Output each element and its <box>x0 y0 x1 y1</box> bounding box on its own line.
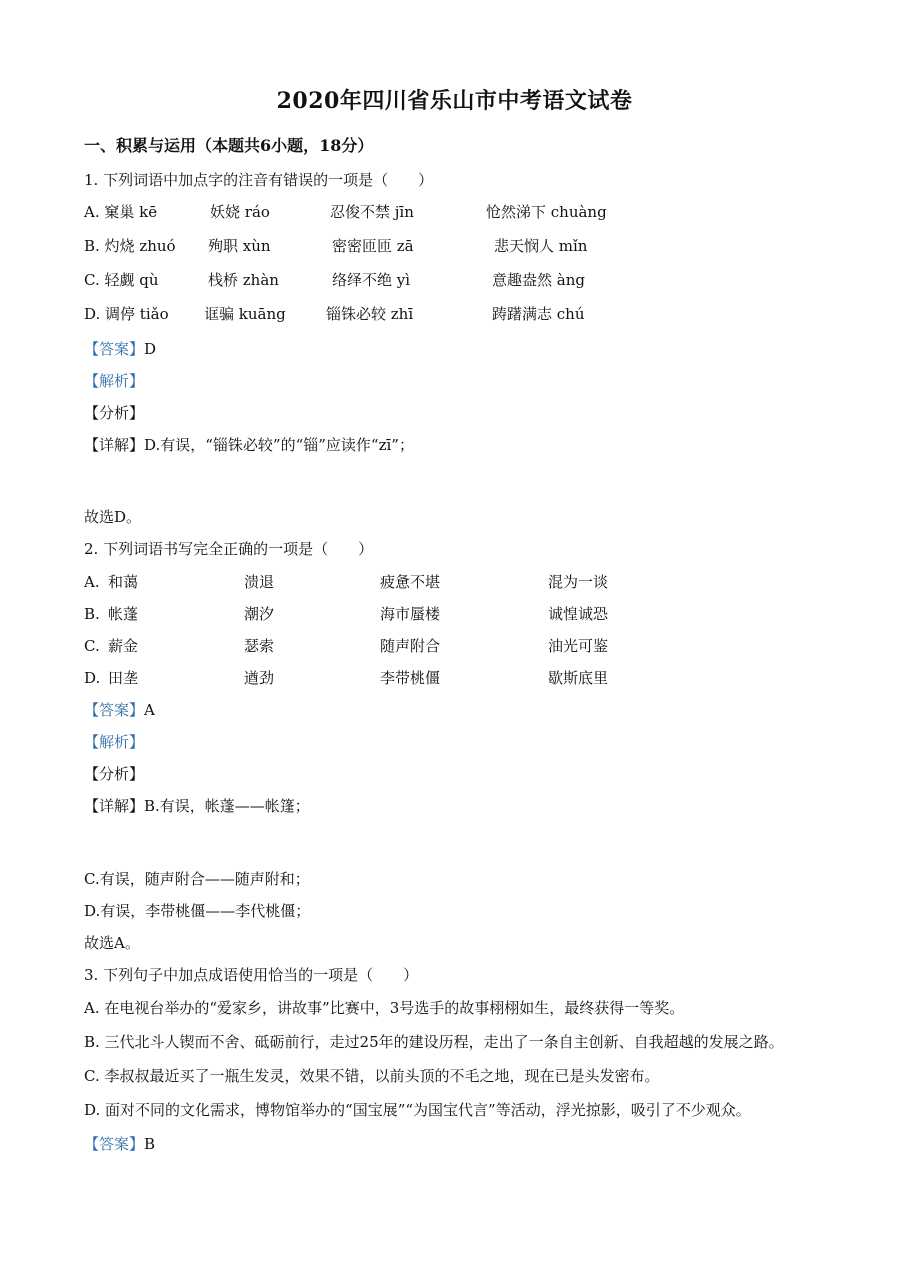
q3-option-c: C. 李叔叔最近买了一瓶生发灵，效果不错，以前头顶的不毛之地，现在已是头发密布。 <box>84 1067 660 1085</box>
question-2-stem: 2. 下列词语书写完全正确的一项是（ ） <box>84 540 374 558</box>
q2-option-b-item: 海市蜃楼 <box>380 605 441 623</box>
q1-answer: D <box>144 340 157 358</box>
q2-fenxi-tag: 【分析】 <box>84 765 145 783</box>
q1-option-d-item: 诓骗 kuāng <box>204 305 286 323</box>
q1-answer-row <box>84 339 156 359</box>
q2-option-d-item: 李带桃僵 <box>380 669 441 687</box>
question-1-stem: 1. 下列词语中加点字的注音有错误的一项是（ ） <box>84 171 434 189</box>
q2-option-c-item: 随声附合 <box>380 637 441 655</box>
question-3-stem: 3. 下列句子中加点成语使用恰当的一项是（ ） <box>84 966 419 984</box>
page-title: 2020年四川省乐山市中考语文试卷 <box>276 88 633 114</box>
q1-option-c-label: C. 轻觑 qù <box>84 271 159 289</box>
q2-analysis-tag: 【解析】 <box>84 733 145 751</box>
q1-option-d-label: D. 调停 tiǎo <box>84 305 169 323</box>
q2-option-c-item: 瑟索 <box>244 637 275 655</box>
q1-conclusion: 故选D。 <box>84 508 142 526</box>
q2-detail-d: D.有误，李带桃僵——李代桃僵； <box>84 902 311 920</box>
q2-answer-row <box>84 700 155 720</box>
q1-option-d-item: 锱铢必较 zhī <box>326 305 414 323</box>
q2-option-d-item: 田垄 <box>108 669 139 687</box>
q1-option-a-item: 怆然涕下 chuàng <box>486 203 607 221</box>
q1-option-c-item: 栈桥 zhàn <box>208 271 279 289</box>
q1-option-a-label: A. 窠巢 kē <box>84 203 158 221</box>
q2-option-a-item: 混为一谈 <box>548 573 609 591</box>
q1-option-a-item: 妖娆 ráo <box>210 203 270 221</box>
q2-option-a-label: A. <box>84 573 100 591</box>
q2-answer: A <box>144 701 155 719</box>
q1-option-b-label: B. 灼烧 zhuó <box>84 237 176 255</box>
q3-option-a: A. 在电视台举办的“爱家乡，讲故事”比赛中，3号选手的故事栩栩如生，最终获得一等奖。 <box>84 999 685 1017</box>
q1-option-a-item: 忍俊不禁 jīn <box>330 203 414 221</box>
q2-conclusion: 故选A。 <box>84 934 140 952</box>
q1-option-b-item: 密密匝匝 zā <box>332 237 414 255</box>
q1-option-c-item: 络绎不绝 yì <box>332 271 411 289</box>
q2-option-d-item: 遒劲 <box>244 669 275 687</box>
q1-option-d-item: 踌躇满志 chú <box>492 305 585 323</box>
q2-option-b-item: 潮汐 <box>244 605 275 623</box>
q2-option-c-label: C. <box>84 637 100 655</box>
q1-option-c-item: 意趣盎然 àng <box>492 271 585 289</box>
q3-option-d: D. 面对不同的文化需求，博物馆举办的“国宝展”“为国宝代言”等活动，浮光掠影，吸引了不少观众。 <box>84 1101 751 1119</box>
q1-analysis-tag: 【解析】 <box>84 372 145 390</box>
answer-tag: 【答案】 <box>84 701 145 719</box>
section-heading: 一、积累与运用（本题共6小题，18分） <box>84 136 374 155</box>
q3-answer: B <box>144 1135 156 1153</box>
q2-option-d-item: 歇斯底里 <box>548 669 609 687</box>
q2-option-a-item: 溃退 <box>244 573 275 591</box>
q2-option-c-item: 薪金 <box>108 637 139 655</box>
q2-detail-c: C.有误，随声附合——随声附和； <box>84 870 310 888</box>
answer-tag: 【答案】 <box>84 1135 145 1153</box>
q3-option-b: B. 三代北斗人锲而不舍、砥砺前行，走过25年的建设历程，走出了一条自主创新、自我超越的发展之路。 <box>84 1033 784 1051</box>
q2-detail: 【详解】B.有误，帐蓬——帐篷； <box>84 797 310 815</box>
answer-tag: 【答案】 <box>84 340 145 358</box>
q2-option-d-label: D. <box>84 669 101 687</box>
q2-option-c-item: 油光可鉴 <box>548 637 609 655</box>
q1-fenxi-tag: 【分析】 <box>84 404 145 422</box>
q3-answer-row <box>84 1134 155 1154</box>
q2-option-b-item: 诚惶诚恐 <box>548 605 609 623</box>
q2-option-a-item: 和蔼 <box>108 573 139 591</box>
q2-option-a-item: 疲惫不堪 <box>380 573 441 591</box>
q2-option-b-item: 帐蓬 <box>108 605 139 623</box>
q1-option-b-item: 悲天悯人 mǐn <box>494 237 588 255</box>
q1-option-b-item: 殉职 xùn <box>208 237 271 255</box>
q1-detail: 【详解】D.有误，“锱铢必较”的“锱”应读作“zī”； <box>84 436 414 454</box>
q2-option-b-label: B. <box>84 605 100 623</box>
